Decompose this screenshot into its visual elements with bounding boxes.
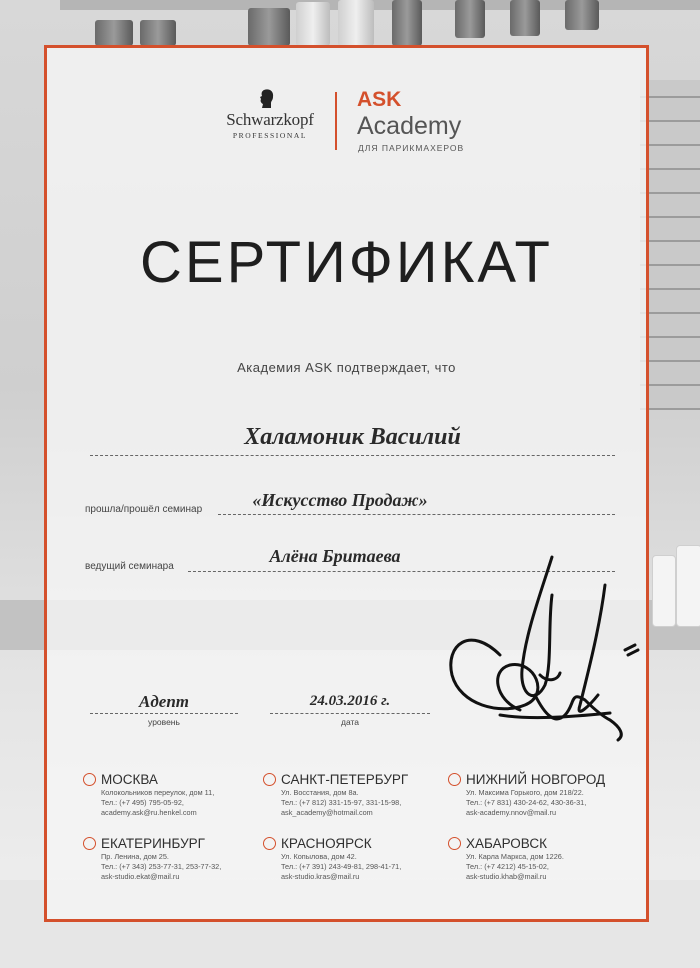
office-nnovgorod [448,772,628,818]
office-city: САНКТ-ПЕТЕРБУРГ [281,772,409,787]
circle-icon [448,837,461,850]
office-moscow [83,772,263,818]
date-label: дата [340,717,360,727]
academy-subtitle: ДЛЯ ПАРИКМАХЕРОВ [358,143,465,153]
office-city: ХАБАРОВСК [466,836,547,851]
date-line [270,713,430,714]
office-phone: Тел.: (+7 831) 430-24-62, 430-36-31, [466,798,587,807]
recipient-name: Халамоник Василий [244,424,461,450]
seminar-name: «Искусство Продаж» [252,490,428,510]
academy-logo-text: Academy [357,112,462,140]
office-krasnoyarsk [263,836,443,882]
brand-name: Schwarzkopf [226,110,314,129]
office-city: ЕКАТЕРИНБУРГ [101,836,205,851]
office-spb [263,772,443,818]
office-phone: Тел.: (+7 343) 253-77-31, 253-77-32, [101,862,222,871]
schwarzkopf-logo [222,110,318,140]
office-city: КРАСНОЯРСК [281,836,372,851]
office-ekaterinburg [83,836,263,882]
logo-divider [335,92,337,150]
office-phone: Тел.: (+7 495) 795-05-92, [101,798,184,807]
seminar-label: прошла/прошёл семинар [85,504,203,515]
office-phone: Тел.: (+7 812) 331-15-97, 331-15-98, [281,798,402,807]
seminar-line [218,514,615,515]
office-address: Ул. Максима Горького, дом 218/22. [466,788,584,797]
office-phone: Тел.: (+7 391) 243-49-81, 298-41-71, [281,862,402,871]
office-address: Ул. Восстания, дом 8а. [281,788,359,797]
circle-icon [83,837,96,850]
office-phone: Тел.: (+7 4212) 45-15-02, [466,862,549,871]
office-email: academy.ask@ru.henkel.com [101,808,197,817]
office-address: Ул. Карла Маркса, дом 1226. [466,852,564,861]
circle-icon [83,773,96,786]
level-label: уровень [148,717,180,727]
office-address: Ул. Копылова, дом 42. [281,852,357,861]
office-email: ask-studio.ekat@mail.ru [101,872,180,881]
office-email: ask-academy.nnov@mail.ru [466,808,557,817]
brand-sub: PROFESSIONAL [232,131,308,140]
circle-icon [448,773,461,786]
date-value: 24.03.2016 г. [309,693,391,709]
office-address: Колокольников переулок, дом 11, [101,788,215,797]
office-address: Пр. Ленина, дом 25. [101,852,169,861]
office-city: МОСКВА [101,772,158,787]
office-email: ask-studio.khab@mail.ru [466,872,547,881]
level-value: Адепт [139,692,189,711]
office-city: НИЖНИЙ НОВГОРОД [466,772,606,787]
level-line [90,713,238,714]
leader-name: Алёна Бритаева [269,546,401,566]
handwritten-signature [440,555,655,750]
confirm-text: Академия ASK подтверждает, что [237,360,456,375]
ask-logo-text: ASK [357,88,402,111]
circle-icon [263,837,276,850]
schwarzkopf-head-icon [258,88,276,110]
recipient-line [90,455,615,456]
office-khabarovsk [448,836,628,882]
office-email: ask_academy@hotmail.com [281,808,373,817]
circle-icon [263,773,276,786]
certificate-title: СЕРТИФИКАТ [140,230,553,295]
leader-label: ведущий семинара [85,561,174,572]
office-email: ask-studio.kras@mail.ru [281,872,360,881]
